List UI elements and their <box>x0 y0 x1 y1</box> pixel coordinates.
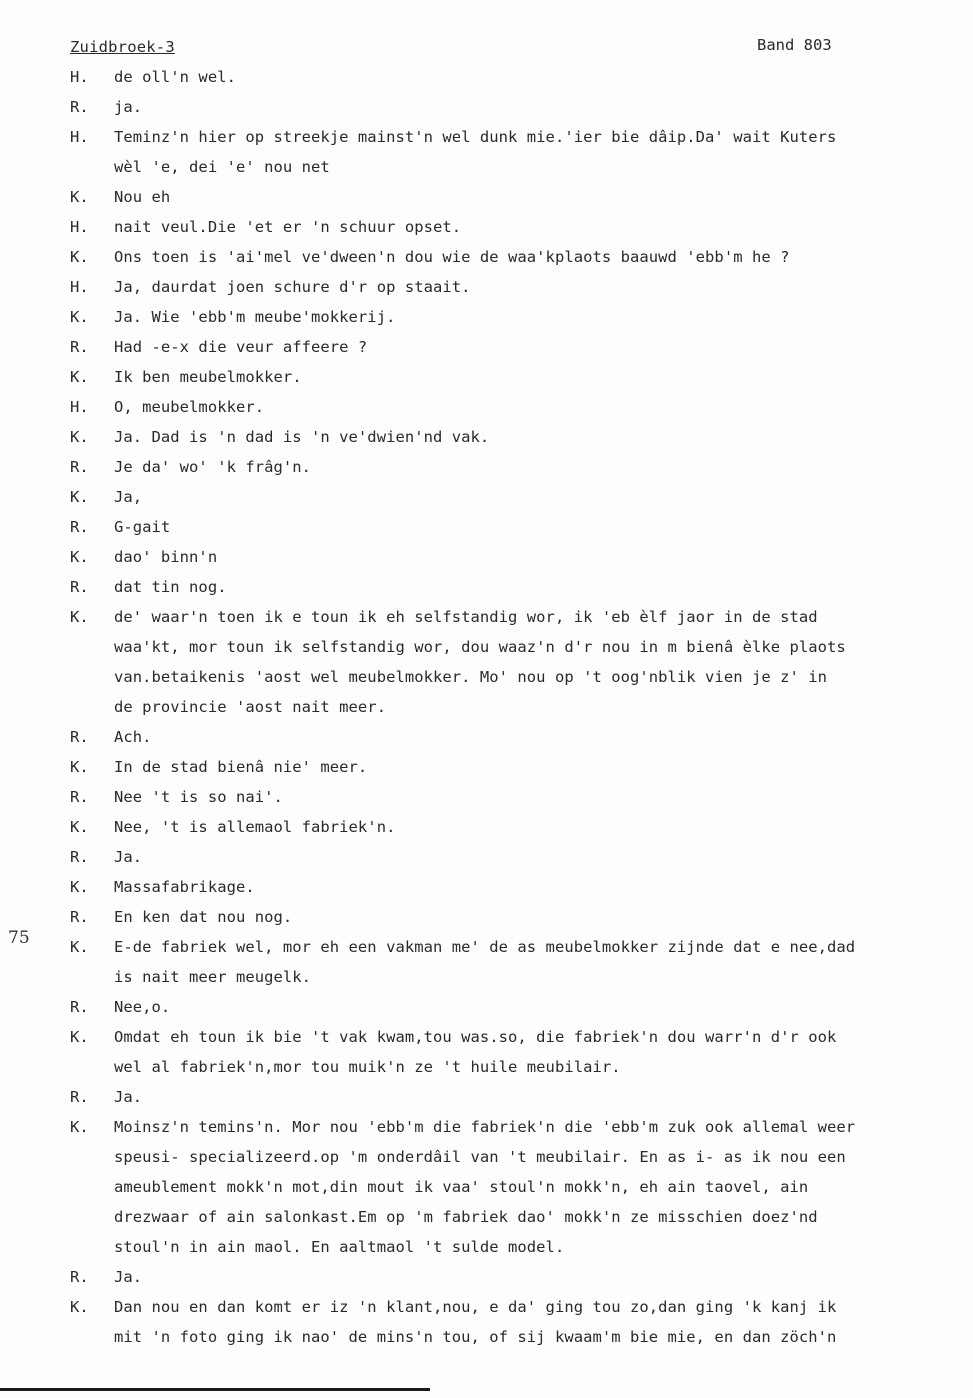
utterance-line: O, meubelmokker. <box>114 398 265 416</box>
transcript-entry <box>0 242 973 272</box>
speaker-label: H. <box>70 68 89 86</box>
utterance-line: de oll'n wel. <box>114 68 236 86</box>
utterance-line: Ja, daurdat joen schure d'r op staait. <box>114 278 471 296</box>
transcript-entry <box>0 332 973 362</box>
utterance-line: Teminz'n hier op streekje mainst'n wel dunk mie.'ier bie dâip.Da' wait Kuters <box>114 128 837 146</box>
speaker-label: R. <box>70 1088 89 1106</box>
transcript-entry <box>0 572 973 602</box>
utterance-line: dat tin nog. <box>114 578 227 596</box>
utterance-line: de provincie 'aost nait meer. <box>114 698 387 716</box>
utterance <box>114 572 973 602</box>
transcript-entry <box>0 992 973 1022</box>
speaker-label: K. <box>70 818 89 836</box>
utterance <box>114 362 973 392</box>
transcript-entry <box>0 392 973 422</box>
speaker-label: K. <box>70 758 89 776</box>
speaker-label: K. <box>70 938 89 956</box>
utterance <box>114 272 973 302</box>
transcript-entry <box>0 752 973 782</box>
speaker-label: K. <box>70 308 89 326</box>
margin-counter: 75 <box>8 928 30 948</box>
utterance-line: Dan nou en dan komt er iz 'n klant,nou, e da' ging tou zo,dan ging 'k kanj ik <box>114 1298 837 1316</box>
utterance <box>114 422 973 452</box>
speaker-label: K. <box>70 548 89 566</box>
speaker-label: R. <box>70 458 89 476</box>
utterance-line: E-de fabriek wel, mor eh een vakman me' de as meubelmokker zijnde dat e nee,dad <box>114 938 856 956</box>
utterance <box>114 1262 973 1292</box>
utterance-line: Ja. Wie 'ebb'm meube'mokkerij. <box>114 308 396 326</box>
utterance <box>114 1022 973 1082</box>
utterance-line: Nou eh <box>114 188 171 206</box>
utterance <box>114 722 973 752</box>
utterance-line: Ons toen is 'ai'mel ve'dween'n dou wie de waa'kplaots baauwd 'ebb'm he ? <box>114 248 790 266</box>
utterance-line: Ja, <box>114 488 143 506</box>
utterance <box>114 842 973 872</box>
utterance <box>114 212 973 242</box>
utterance <box>114 752 973 782</box>
transcript-entry <box>0 1292 973 1352</box>
speaker-label: R. <box>70 998 89 1016</box>
utterance <box>114 512 973 542</box>
transcript-entry <box>0 542 973 572</box>
utterance <box>114 242 973 272</box>
transcript-entry <box>0 872 973 902</box>
utterance <box>114 602 973 722</box>
utterance-line: mit 'n foto ging ik nao' de mins'n tou, of sij kwaam'm bie mie, en dan zöch'n <box>114 1328 837 1346</box>
utterance <box>114 452 973 482</box>
transcript-entry <box>0 482 973 512</box>
utterance-line: Nee 't is so nai'. <box>114 788 283 806</box>
speaker-label: R. <box>70 908 89 926</box>
speaker-label: K. <box>70 878 89 896</box>
speaker-label: K. <box>70 488 89 506</box>
utterance <box>114 872 973 902</box>
utterance-line: Nee,o. <box>114 998 171 1016</box>
transcript-entry <box>0 1112 973 1262</box>
transcript-entry <box>0 422 973 452</box>
band-number: Band 803 <box>757 36 832 54</box>
transcript <box>0 62 973 1352</box>
speaker-label: K. <box>70 428 89 446</box>
utterance-line: is nait meer meugelk. <box>114 968 312 986</box>
speaker-label: H. <box>70 398 89 416</box>
utterance-line: de' waar'n toen ik e toun ik eh selfstandig wor, ik 'eb èlf jaor in de stad <box>114 608 818 626</box>
speaker-label: R. <box>70 728 89 746</box>
utterance <box>114 332 973 362</box>
bottom-rule <box>0 1388 430 1391</box>
utterance-line: Had -e-x die veur affeere ? <box>114 338 368 356</box>
transcript-entry <box>0 932 973 992</box>
document-title: Zuidbroek-3 <box>70 38 175 56</box>
utterance <box>114 302 973 332</box>
speaker-label: H. <box>70 278 89 296</box>
transcript-entry <box>0 812 973 842</box>
speaker-label: R. <box>70 1268 89 1286</box>
transcript-entry <box>0 212 973 242</box>
utterance-line: Je da' wo' 'k frâg'n. <box>114 458 312 476</box>
utterance-line: Ja. Dad is 'n dad is 'n ve'dwien'nd vak. <box>114 428 490 446</box>
speaker-label: K. <box>70 1298 89 1316</box>
speaker-label: R. <box>70 848 89 866</box>
utterance-line: dao' binn'n <box>114 548 218 566</box>
transcript-entry <box>0 1082 973 1112</box>
utterance-line: Moinsz'n temins'n. Mor nou 'ebb'm die fabriek'n die 'ebb'm zuk ook allemal weer <box>114 1118 856 1136</box>
utterance-line: drezwaar of ain salonkast.Em op 'm fabriek dao' mokk'n ze misschien doez'nd <box>114 1208 818 1226</box>
transcript-entry <box>0 902 973 932</box>
speaker-label: K. <box>70 608 89 626</box>
transcript-entry <box>0 782 973 812</box>
utterance <box>114 1292 973 1352</box>
transcript-entry <box>0 272 973 302</box>
transcript-entry <box>0 512 973 542</box>
utterance-line: Ach. <box>114 728 152 746</box>
speaker-label: H. <box>70 128 89 146</box>
utterance-line: Ja. <box>114 848 143 866</box>
speaker-label: K. <box>70 248 89 266</box>
transcript-entry <box>0 122 973 182</box>
utterance <box>114 182 973 212</box>
utterance <box>114 92 973 122</box>
utterance-line: Massafabrikage. <box>114 878 255 896</box>
utterance-line: van.betaikenis 'aost wel meubelmokker. Mo' nou op 't oog'nblik vien je z' in <box>114 668 828 686</box>
utterance <box>114 122 973 182</box>
speaker-label: K. <box>70 1118 89 1136</box>
utterance-line: speusi- specializeerd.op 'm onderdâil van 't meubilair. En as i- as ik nou een <box>114 1148 846 1166</box>
speaker-label: K. <box>70 368 89 386</box>
transcript-entry <box>0 1262 973 1292</box>
speaker-label: H. <box>70 218 89 236</box>
utterance-line: wèl 'e, dei 'e' nou net <box>114 158 330 176</box>
utterance <box>114 782 973 812</box>
transcript-entry <box>0 92 973 122</box>
utterance <box>114 1112 973 1262</box>
utterance <box>114 932 973 992</box>
transcript-entry <box>0 842 973 872</box>
utterance <box>114 542 973 572</box>
utterance <box>114 902 973 932</box>
utterance-line: waa'kt, mor toun ik selfstandig wor, dou waaz'n d'r nou in m bienâ èlke plaots <box>114 638 846 656</box>
transcript-entry <box>0 62 973 92</box>
transcript-entry <box>0 302 973 332</box>
speaker-label: K. <box>70 188 89 206</box>
speaker-label: R. <box>70 518 89 536</box>
utterance-line: nait veul.Die 'et er 'n schuur opset. <box>114 218 462 236</box>
utterance-line: In de stad bienâ nie' meer. <box>114 758 368 776</box>
utterance-line: stoul'n in ain maol. En aaltmaol 't sulde model. <box>114 1238 565 1256</box>
utterance <box>114 482 973 512</box>
utterance-line: En ken dat nou nog. <box>114 908 293 926</box>
speaker-label: K. <box>70 1028 89 1046</box>
utterance <box>114 992 973 1022</box>
transcript-entry <box>0 602 973 722</box>
utterance-line: Ja. <box>114 1268 143 1286</box>
utterance <box>114 62 973 92</box>
utterance <box>114 392 973 422</box>
utterance-line: Nee, 't is allemaol fabriek'n. <box>114 818 396 836</box>
transcript-entry <box>0 722 973 752</box>
utterance-line: ameublement mokk'n mot,din mout ik vaa' stoul'n mokk'n, eh ain taovel, ain <box>114 1178 809 1196</box>
utterance-line: ja. <box>114 98 143 116</box>
speaker-label: R. <box>70 338 89 356</box>
transcript-entry <box>0 1022 973 1082</box>
utterance-line: Omdat eh toun ik bie 't vak kwam,tou was.so, die fabriek'n dou warr'n d'r ook <box>114 1028 837 1046</box>
speaker-label: R. <box>70 578 89 596</box>
speaker-label: R. <box>70 788 89 806</box>
transcript-entry <box>0 182 973 212</box>
utterance <box>114 1082 973 1112</box>
transcript-entry <box>0 452 973 482</box>
utterance <box>114 812 973 842</box>
utterance-line: Ja. <box>114 1088 143 1106</box>
speaker-label: R. <box>70 98 89 116</box>
transcript-entry <box>0 362 973 392</box>
utterance-line: Ik ben meubelmokker. <box>114 368 302 386</box>
utterance-line: G-gait <box>114 518 171 536</box>
utterance-line: wel al fabriek'n,mor tou muik'n ze 't huile meubilair. <box>114 1058 621 1076</box>
